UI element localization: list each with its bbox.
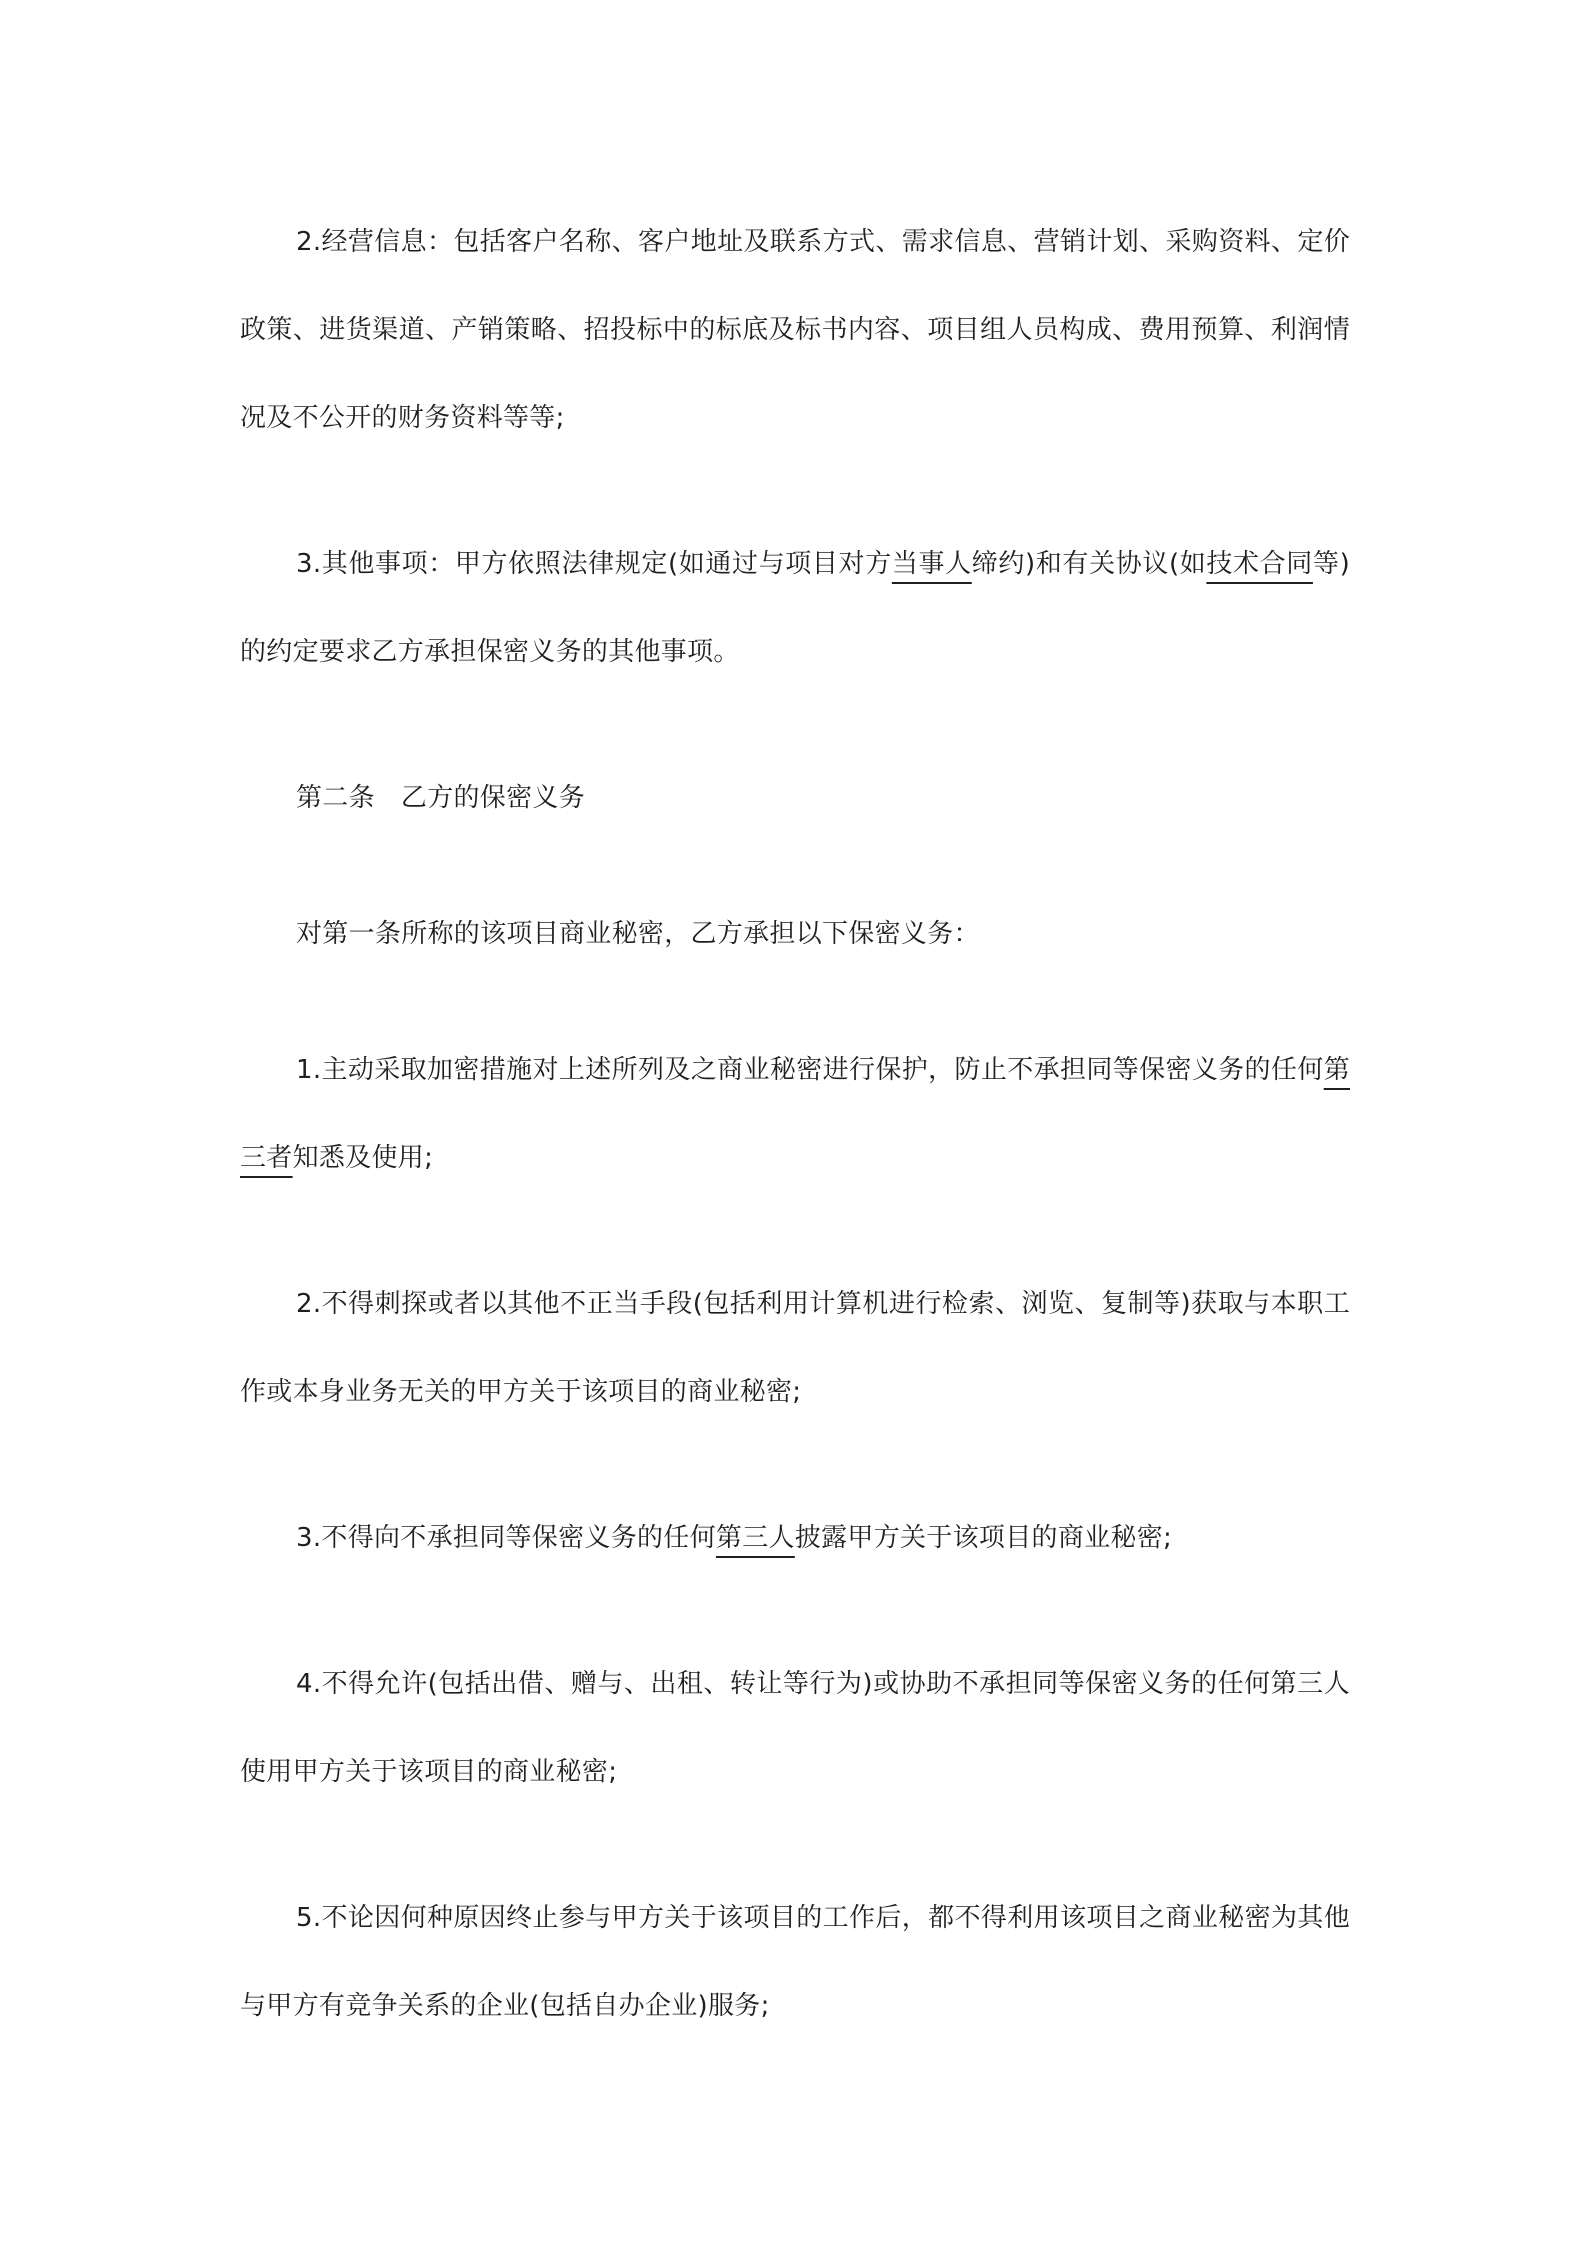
paragraph-obligation-5: [240, 1874, 1350, 2050]
paragraph-text: 等)的约定要求乙方承担保密义务的其他事项。: [240, 549, 1351, 667]
paragraph-text: 知悉及使用;: [292, 1143, 434, 1173]
underlined-term-third-person: 第三人: [715, 1523, 795, 1553]
paragraph-business-info: [240, 198, 1350, 462]
paragraph-text: 1.主动采取加密措施对上述所列及之商业秘密进行保护，防止不承担同等保密义务的任何: [296, 1055, 1324, 1085]
paragraph-text: 2.经营信息：包括客户名称、客户地址及联系方式、需求信息、营销计划、采购资料、定价政策、进货渠道、产销策略、招投标中的标底及标书内容、项目组人员构成、费用预算、利润情况及不公开的财务资料等等;: [240, 227, 1350, 433]
paragraph-text: 披露甲方关于该项目的商业秘密;: [794, 1523, 1173, 1553]
underlined-term-third-party: 第三者: [240, 1055, 1350, 1173]
underlined-term-technical-contract: 技术合同: [1206, 549, 1313, 579]
paragraph-text: 4.不得允许(包括出借、赠与、出租、转让等行为)或协助不承担同等保密义务的任何第三人使用甲方关于该项目的商业秘密;: [240, 1669, 1350, 1787]
paragraph-text: 2.不得刺探或者以其他不正当手段(包括利用计算机进行检索、浏览、复制等)获取与本职工作或本身业务无关的甲方关于该项目的商业秘密;: [240, 1289, 1350, 1407]
paragraph-obligation-1: [240, 1026, 1350, 1202]
article-heading: [240, 754, 1350, 842]
paragraph-other-matters: [240, 520, 1350, 696]
paragraph-text: 5.不论因何种原因终止参与甲方关于该项目的工作后，都不得利用该项目之商业秘密为其他与甲方有竞争关系的企业(包括自办企业)服务;: [240, 1903, 1350, 2021]
document-body: [240, 198, 1350, 2108]
paragraph-text: 缔约)和有关协议(如: [971, 549, 1207, 579]
paragraph-obligations-intro: [240, 890, 1350, 978]
paragraph-obligation-4: [240, 1640, 1350, 1816]
underlined-term-party: 当事人: [891, 549, 972, 579]
article-title: 乙方的保密义务: [400, 783, 586, 813]
paragraph-text: 对第一条所称的该项目商业秘密，乙方承担以下保密义务：: [296, 919, 980, 949]
paragraph-text: 3.其他事项：甲方依照法律规定(如通过与项目对方: [296, 549, 892, 579]
paragraph-obligation-2: [240, 1260, 1350, 1436]
paragraph-obligation-3: [240, 1494, 1350, 1582]
paragraph-text: 3.不得向不承担同等保密义务的任何: [296, 1523, 716, 1553]
article-number: 第二条: [296, 783, 375, 813]
